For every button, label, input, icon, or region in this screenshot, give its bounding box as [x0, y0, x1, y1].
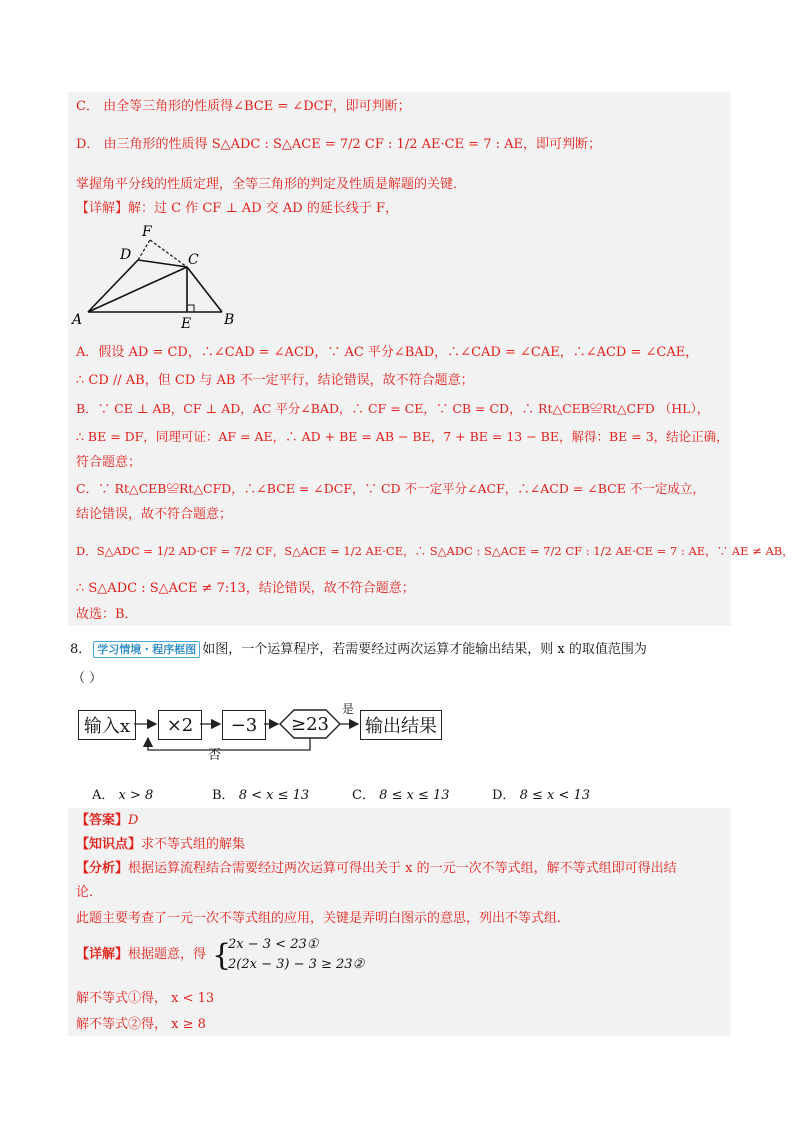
flow-condition-label: ≥23	[291, 713, 329, 735]
context-tag: 学习情境・程序框图	[93, 641, 200, 658]
option-b-line2: ∴ BE = DF，同理可证：AF = AE，∴ AD + BE = AB − BE，7 + BE = 13 − BE，解得：BE = 3，结论正确，	[76, 429, 729, 444]
answer-paren: （ ）	[72, 671, 103, 686]
answer-value: D	[128, 813, 139, 828]
option-b-line3: 符合题意；	[76, 455, 142, 470]
option-a-line2: ∴ CD // AB，但 CD 与 AB 不一定平行，结论错误，故不符合题意；	[76, 373, 474, 388]
inequality-1: 2x − 3 < 23①	[228, 937, 319, 952]
label-f: F	[142, 224, 152, 240]
option-b-line1: B．∵ CE ⊥ AB，CF ⊥ AD，AC 平分∠BAD，∴ CF = CE，∵ CB = CD，∴ Rt△CEB≌Rt△CFD （HL），	[76, 401, 710, 416]
triangle-figure	[70, 222, 240, 332]
label-c: C	[188, 252, 199, 268]
question-number: 8．	[70, 642, 92, 657]
arrow-loop-back	[148, 738, 310, 750]
solve-inequality-2: 解不等式②得， x ≥ 8	[76, 1017, 206, 1032]
flow-yes-label: 是	[342, 702, 355, 716]
option-d-line2: ∴ S△ADC : S△ACE ≠ 7:13，结论错误，故不符合题意；	[76, 581, 415, 596]
choice-a[interactable]: A． x > 8	[92, 788, 154, 803]
option-d-line1: D．S△ADC = 1/2 AD·CF = 7/2 CF，S△ACE = 1/2 AE·CE，∴ S△ADC : S△ACE = 7/2 CF : 1/2 AE·CE = 7 : AE，∵ AE ≠ AB，	[76, 544, 794, 558]
option-c-hint: C． 由全等三角形的性质得∠BCE = ∠DCF，即可判断；	[76, 99, 411, 114]
flow-output-box: 输出结果	[360, 710, 442, 740]
choice-c[interactable]: C． 8 ≤ x ≤ 13	[352, 788, 450, 803]
analysis-line2: 论．	[76, 885, 103, 900]
segment-ad	[88, 260, 138, 312]
system-brace: {	[212, 938, 232, 973]
option-a-line1: A．假设 AD = CD，∴∠CAD = ∠ACD，∵ AC 平分∠BAD，∴∠CAD = ∠CAE，∴∠ACD = ∠CAE，	[76, 345, 699, 360]
label-d: D	[120, 247, 132, 263]
analysis-label: 【分析】	[76, 861, 129, 876]
dashed-df	[138, 240, 150, 260]
choice-d[interactable]: D． 8 ≤ x < 13	[492, 788, 591, 803]
option-d-hint: D． 由三角形的性质得 S△ADC : S△ACE = 7/2 CF : 1/2 AE·CE = 7 : AE，即可判断；	[76, 137, 601, 152]
kp-label: 【知识点】	[76, 837, 142, 852]
detail-text: 根据题意，得	[128, 947, 207, 962]
question-8-stem	[70, 641, 647, 659]
solve-inequality-1: 解不等式①得， x < 13	[76, 991, 215, 1006]
right-angle-mark	[187, 305, 194, 312]
segment-ac	[88, 267, 187, 312]
label-a: A	[72, 312, 83, 328]
analysis-line3: 此题主要考查了一元一次不等式组的应用，关键是弄明白图示的意思，列出不等式组．	[76, 911, 571, 926]
final-answer-q7: 故选：B．	[76, 607, 138, 622]
flow-minus3-box: −3	[222, 710, 266, 740]
answer-label: 【答案】	[76, 813, 129, 828]
detail-line	[76, 946, 206, 964]
question-text: 如图，一个运算程序，若需要经过两次运算才能输出结果，则 x 的取值范围为	[202, 642, 647, 657]
flow-no-label: 否	[208, 748, 222, 763]
label-b: B	[224, 312, 235, 328]
detail-intro: 【详解】解：过 C 作 CF ⊥ AD 交 AD 的延长线于 F，	[76, 201, 398, 216]
choice-b[interactable]: B． 8 < x ≤ 13	[212, 788, 310, 803]
flow-times2-box: ×2	[158, 710, 202, 740]
flow-input-box: 输入x	[78, 710, 136, 740]
detail-label: 【详解】	[76, 947, 129, 962]
answer-line	[76, 812, 138, 830]
analysis-line1	[76, 860, 677, 878]
analysis-text1: 根据运算流程结合需要经过两次运算可得出关于 x 的一元一次不等式组，解不等式组即可得出结	[128, 861, 677, 876]
inequality-2: 2(2x − 3) − 3 ≥ 23②	[228, 957, 365, 972]
option-c-line2: 结论错误，故不符合题意；	[76, 507, 233, 522]
option-c-line1: C．∵ Rt△CEB≌Rt△CFD，∴∠BCE = ∠DCF，∵ CD 不一定平分∠ACF，∴∠ACD = ∠BCE 不一定成立，	[76, 481, 705, 496]
summary-text: 掌握角平分线的性质定理，全等三角形的判定及性质是解题的关键．	[76, 177, 467, 192]
label-e: E	[181, 316, 192, 332]
knowledge-point-line	[76, 836, 245, 854]
kp-text: 求不等式组的解集	[141, 837, 246, 852]
